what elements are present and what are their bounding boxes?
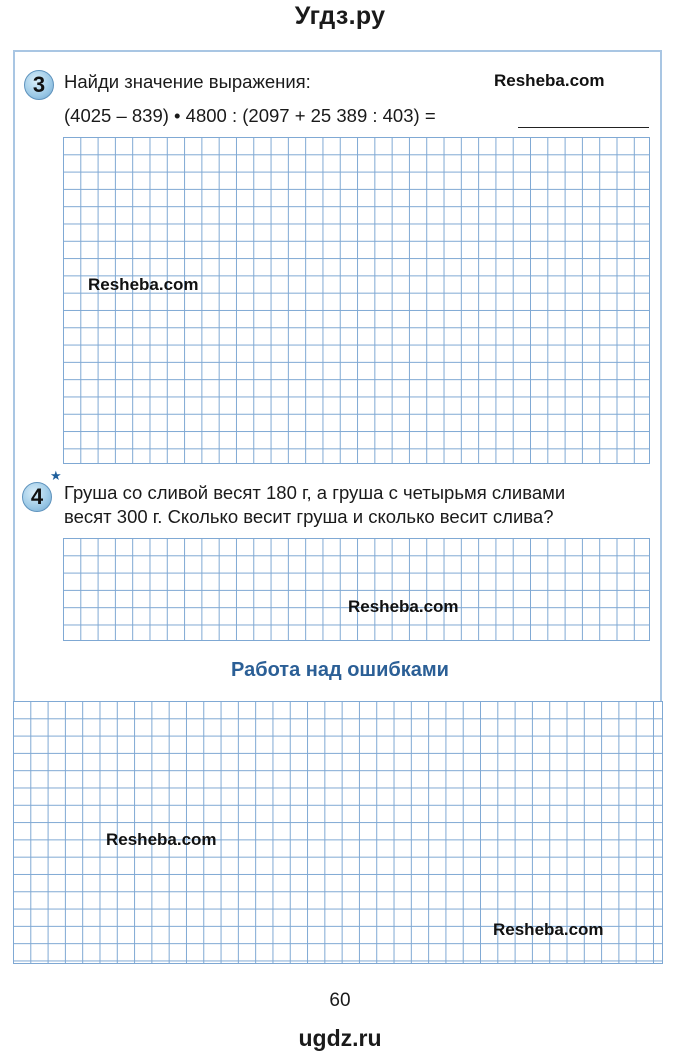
task-3-instruction: Найди значение выражения: bbox=[64, 71, 311, 92]
watermark: Resheba.com bbox=[348, 597, 459, 616]
site-header: Угдз.ру bbox=[294, 2, 386, 30]
watermark: Resheba.com bbox=[88, 275, 199, 294]
task-4-text-line-2: весят 300 г. Сколько весит груша и сколько весит слива? bbox=[64, 506, 554, 527]
watermark: Resheba.com bbox=[494, 71, 605, 90]
site-footer: ugdz.ru bbox=[298, 1025, 382, 1051]
watermark: Resheba.com bbox=[493, 920, 604, 939]
task-3-expression: (4025 – 839) • 4800 : (2097 + 25 389 : 403) = bbox=[64, 105, 436, 126]
task-3-grid[interactable] bbox=[63, 137, 650, 464]
star-icon: ★ bbox=[50, 468, 62, 483]
task-3-answer-line[interactable] bbox=[518, 127, 649, 128]
task-4-text-line-1: Груша со сливой весят 180 г, а груша с четырьмя сливами bbox=[64, 482, 566, 503]
page-number: 60 bbox=[329, 990, 351, 1011]
watermark: Resheba.com bbox=[106, 830, 217, 849]
task-4-number-badge: 4 bbox=[22, 482, 52, 512]
section-title-errors: Работа над ошибками bbox=[231, 659, 449, 681]
task-4-grid[interactable] bbox=[63, 538, 650, 641]
task-3-number-badge: 3 bbox=[24, 70, 54, 100]
